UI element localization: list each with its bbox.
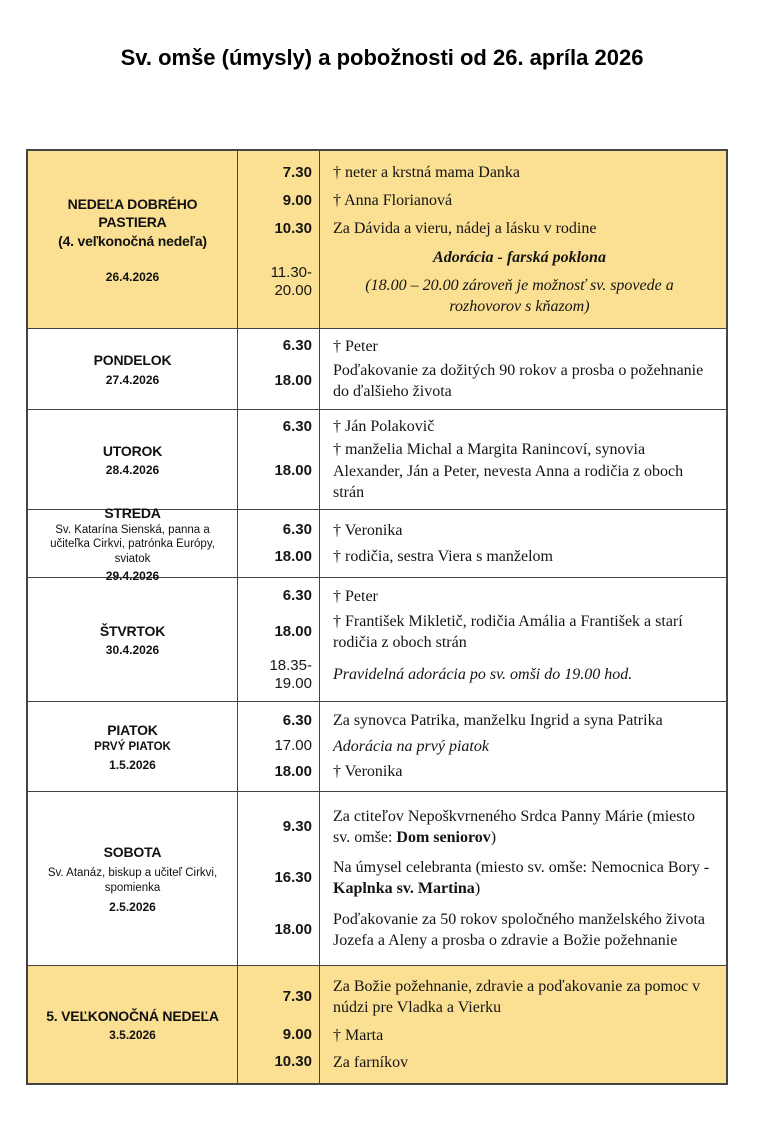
schedule-item: [238, 1052, 726, 1073]
time-cell: 18.00: [274, 623, 312, 641]
schedule-cell: [237, 792, 726, 965]
time-cell: 6.30: [282, 711, 312, 729]
schedule-item: [238, 976, 726, 1018]
day-name: ŠTVRTOK: [99, 622, 166, 639]
time-cell: 11.30-20.00: [270, 263, 312, 299]
adoration-title: Adorácia - farská poklona: [433, 248, 606, 266]
schedule-item: [238, 546, 726, 567]
time-cell: 18.00: [274, 921, 312, 939]
schedule-item: [238, 611, 726, 653]
schedule-item: [238, 336, 726, 357]
table-row-friday: [28, 702, 726, 792]
time-cell: 6.30: [282, 417, 312, 435]
intention-text: [320, 247, 726, 317]
time-cell: 7.30: [282, 988, 312, 1006]
table-row-thursday: [28, 578, 726, 702]
intention-text: † Veronika: [333, 521, 403, 539]
adoration-note: Adorácia na prvý piatok: [333, 737, 489, 755]
schedule-item: [238, 218, 726, 239]
day-name-line2: PRVÝ PIATOK: [94, 741, 171, 754]
intention-text: Za farníkov: [333, 1053, 409, 1071]
schedule-item: [238, 162, 726, 183]
time-cell: 18.00: [274, 462, 312, 480]
schedule-item: [238, 360, 726, 402]
day-date: 27.4.2026: [105, 372, 160, 387]
time-cell: 16.30: [274, 869, 312, 887]
adoration-note: Pravidelná adorácia po sv. omši do 19.00 hod.: [333, 666, 633, 684]
table-row-saturday: [28, 792, 726, 966]
schedule-item: [238, 520, 726, 541]
day-cell: [28, 151, 237, 328]
day-name: PONDELOK: [93, 352, 172, 369]
table-row-sunday-easter-5: [28, 966, 726, 1083]
day-name: UTOROK: [102, 442, 163, 459]
day-name: 5. VEĽKONOČNÁ NEDEĽA: [46, 1007, 219, 1024]
schedule-item: [238, 416, 726, 437]
day-date: 30.4.2026: [105, 643, 160, 658]
time-cell: 7.30: [282, 163, 312, 181]
venue-bold: Dom seniorov: [396, 828, 491, 846]
intention-text: † Peter: [333, 587, 378, 605]
time-cell: 9.00: [282, 191, 312, 209]
page-title: Sv. omše (úmysly) a pobožnosti od 26. apríla 2026: [120, 45, 644, 70]
day-name: NEDEĽA DOBRÉHO PASTIERA: [67, 196, 198, 231]
time-cell: 6.30: [282, 337, 312, 355]
intention-text: † rodičia, sestra Viera s manželom: [333, 548, 553, 566]
intention-text: † manželia Michal a Margita Ranincoví, synovia Alexander, Ján a Peter, nevesta Anna a rodičia z oboch strán: [333, 441, 684, 501]
schedule-item: [238, 736, 726, 757]
schedule-item: [238, 439, 726, 502]
day-name: PIATOK: [107, 721, 158, 738]
intention-text: Za synovca Patrika, manželku Ingrid a syna Patrika: [333, 712, 663, 730]
schedule-item: [238, 586, 726, 607]
intention-text: Za Dávida a vieru, nádej a lásku v rodine: [333, 220, 597, 238]
time-cell: 6.30: [282, 521, 312, 539]
day-cell: [28, 410, 237, 509]
schedule-cell: [237, 702, 726, 791]
intention-text: † neter a krstná mama Danka: [333, 164, 521, 182]
day-date: 28.4.2026: [105, 463, 160, 478]
intention-text: Poďakovanie za dožitých 90 rokov a prosba o požehnanie do ďalšieho života: [333, 361, 704, 400]
intention-text: † Peter: [333, 337, 378, 355]
time-cell: 10.30: [274, 219, 312, 237]
time-cell: 18.00: [274, 762, 312, 780]
venue-bold: Kaplnka sv. Martina: [333, 880, 475, 898]
day-name-line2: (4. veľkonočná nedeľa): [58, 232, 207, 249]
time-cell: 18.35-19.00: [269, 657, 312, 693]
schedule-cell: [237, 966, 726, 1083]
schedule-item: [238, 657, 726, 693]
schedule-cell: [237, 151, 726, 328]
day-cell: [28, 702, 237, 791]
day-cell: [28, 329, 237, 409]
table-row-sunday-good-shepherd: [28, 151, 726, 329]
day-date: 2.5.2026: [109, 899, 156, 914]
intention-text: † Anna Florianová: [333, 192, 453, 210]
mass-schedule-table: [26, 149, 728, 1085]
table-row-monday: [28, 329, 726, 410]
schedule-item: [238, 909, 726, 951]
day-date: 1.5.2026: [109, 758, 156, 773]
intention-text: Poďakovanie za 50 rokov spoločného manželského života Jozefa a Aleny a prosba o zdravie a Božie požehnanie: [333, 911, 706, 950]
schedule-cell: [237, 510, 726, 577]
schedule-cell: [237, 329, 726, 409]
schedule-item: [238, 247, 726, 317]
adoration-note: (18.00 – 20.00 zároveň je možnosť sv. spovede a rozhovorov s kňazom): [365, 276, 674, 315]
day-feast-subtitle: Sv. Katarína Sienská, panna a učiteľka Cirkvi, patrónka Európy, sviatok: [50, 524, 215, 565]
intention-text: † Marta: [333, 1026, 384, 1044]
schedule-item: [238, 1025, 726, 1046]
table-row-wednesday: [28, 504, 726, 584]
day-name: STREDA: [104, 504, 161, 521]
schedule-item: [238, 761, 726, 782]
day-cell: [28, 504, 237, 584]
day-date: 26.4.2026: [105, 269, 160, 284]
time-cell: 9.00: [282, 1026, 312, 1044]
time-cell: 17.00: [274, 737, 312, 755]
intention-text: Za Božie požehnanie, zdravie a poďakovanie za pomoc v núdzi pre Vladka a Vierku: [333, 978, 701, 1017]
time-cell: 10.30: [274, 1053, 312, 1071]
intention-text: † Veronika: [333, 763, 403, 781]
schedule-item: [238, 190, 726, 211]
intention-text: † Ján Polakovič: [333, 418, 435, 436]
time-cell: 9.30: [282, 817, 312, 835]
day-cell: [28, 966, 237, 1083]
schedule-item: [238, 857, 726, 899]
intention-text: † František Mikletič, rodičia Amália a František a starí rodičia z oboch strán: [333, 612, 683, 652]
day-cell: [28, 578, 237, 701]
intention-text: Na úmysel celebranta (miesto sv. omše: Nemocnica Bory - Kaplnka sv. Martina): [333, 859, 710, 898]
schedule-cell: [237, 410, 726, 509]
table-row-tuesday: [28, 410, 726, 510]
day-date: 29.4.2026: [105, 569, 160, 584]
day-cell: [28, 792, 237, 965]
time-cell: 6.30: [282, 587, 312, 605]
schedule-item: [238, 710, 726, 731]
intention-text: Za ctiteľov Nepoškvrneného Srdca Panny Márie (miesto sv. omše: Dom seniorov): [333, 807, 695, 846]
schedule-cell: [237, 578, 726, 701]
schedule-item: [238, 806, 726, 848]
day-date: 3.5.2026: [109, 1028, 156, 1043]
time-cell: 18.00: [274, 547, 312, 565]
time-cell: 18.00: [274, 372, 312, 389]
day-feast-subtitle: Sv. Atanáz, biskup a učiteľ Cirkvi, spomienka: [47, 867, 218, 894]
day-name: SOBOTA: [103, 844, 162, 861]
